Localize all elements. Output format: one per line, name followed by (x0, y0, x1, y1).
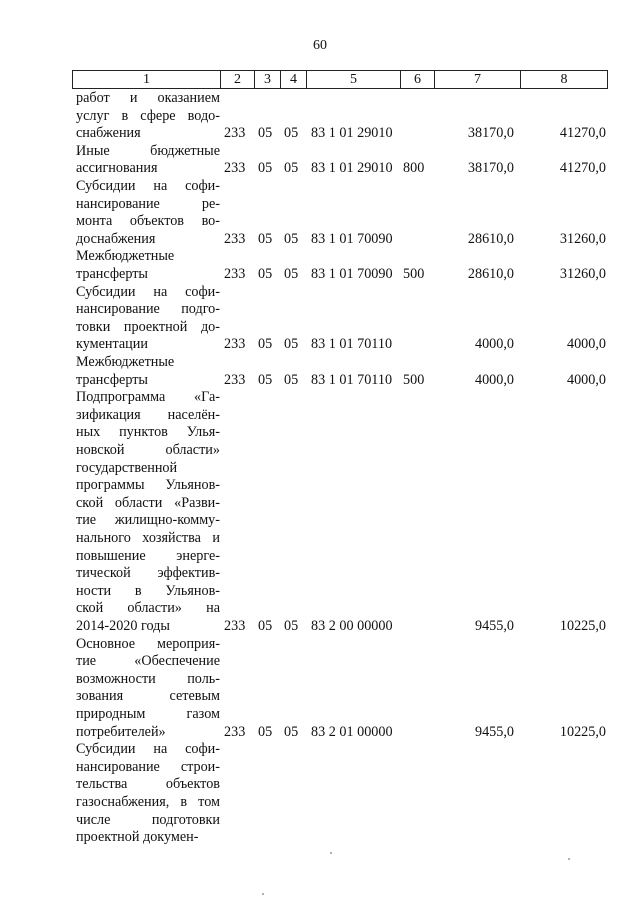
table-row (0, 354, 640, 389)
cell-col-2: 233 (224, 371, 246, 388)
description-line: ных пунктов Улья- (76, 424, 220, 441)
description-line: нального хозяйства и (76, 529, 220, 546)
cell-col-3: 05 (258, 336, 273, 353)
table-row (0, 143, 640, 178)
description-line: услуг в сфере водо- (76, 107, 220, 124)
header-col-2: 2 (221, 71, 255, 88)
description-line: ской области «Разви- (76, 494, 220, 511)
header-col-6: 6 (401, 71, 435, 88)
description-line: Субсидии на софи- (76, 283, 220, 300)
header-col-8: 8 (560, 72, 568, 87)
description-line: ассигнования (76, 160, 158, 177)
description-line: ности в Ульянов- (76, 582, 220, 599)
description-line: числе подготовки (76, 811, 220, 828)
cell-col-2: 233 (224, 617, 246, 634)
row-description (76, 284, 220, 354)
cell-col-4: 05 (284, 723, 299, 740)
row-description (76, 143, 220, 178)
table-row (0, 389, 640, 635)
description-line: работ и оказанием (76, 90, 220, 106)
description-line: тической эффектив- (76, 565, 220, 582)
description-line: Субсидии на софи- (76, 178, 220, 194)
table-header (72, 70, 608, 89)
cell-col-4: 05 (284, 160, 299, 177)
description-line: Межбюджетные (76, 354, 175, 370)
table-row (0, 741, 640, 847)
cell-col-7: 4000,0 (474, 336, 514, 353)
cell-col-7: 4000,0 (474, 371, 514, 388)
description-line: монта объектов во- (76, 213, 220, 230)
cell-col-8: 10225,0 (559, 617, 606, 634)
row-description (76, 636, 220, 742)
cell-col-3: 05 (258, 265, 273, 282)
cell-col-7: 38170,0 (467, 160, 514, 177)
description-line: Иные бюджетные (76, 142, 220, 159)
description-line: тие жилищно-комму- (76, 512, 220, 529)
cell-col-5: 83 1 01 29010 (311, 125, 393, 142)
table-row (0, 284, 640, 354)
cell-col-2: 233 (224, 160, 246, 177)
header-col-3: 3 (255, 71, 281, 88)
cell-col-5: 83 1 01 70110 (311, 371, 393, 388)
cell-col-3: 05 (258, 723, 273, 740)
cell-col-4: 05 (284, 265, 299, 282)
description-line: трансферты (76, 265, 148, 282)
cell-col-8: 41270,0 (559, 160, 606, 177)
cell-col-4: 05 (284, 230, 299, 247)
cell-col-8: 41270,0 (559, 125, 606, 142)
description-line: тельства объектов (76, 776, 220, 793)
description-line: зования сетевым (76, 688, 220, 705)
description-line: государственной (76, 459, 178, 476)
description-line: тие «Обеспечение (76, 653, 220, 670)
header-col-4: 4 (281, 71, 307, 88)
cell-col-7: 28610,0 (467, 265, 514, 282)
cell-col-5: 83 1 01 70110 (311, 336, 393, 353)
row-description (76, 248, 220, 283)
table-row (0, 178, 640, 248)
description-line: кументации (76, 336, 148, 353)
cell-col-3: 05 (258, 230, 273, 247)
description-line: доснабжения (76, 230, 156, 247)
description-line: трансферты (76, 371, 148, 388)
cell-col-6: 500 (403, 265, 425, 282)
cell-col-5: 83 2 00 00000 (311, 617, 393, 634)
header-col-7: 7 (435, 71, 521, 88)
cell-col-4: 05 (284, 336, 299, 353)
description-line: Субсидии на софи- (76, 741, 220, 758)
table-row (0, 248, 640, 283)
description-line: природным газом (76, 705, 220, 722)
description-line: ской области» на (76, 600, 220, 617)
description-line: Основное мероприя- (76, 635, 220, 652)
description-line: потребителей» (76, 723, 166, 740)
cell-col-3: 05 (258, 160, 273, 177)
cell-col-2: 233 (224, 265, 246, 282)
cell-col-6: 500 (403, 371, 425, 388)
cell-col-4: 05 (284, 617, 299, 634)
row-description (76, 389, 220, 635)
cell-col-8: 10225,0 (559, 723, 606, 740)
description-line: 2014-2020 годы (76, 617, 170, 634)
description-line: возможности поль- (76, 670, 220, 687)
row-description (76, 354, 220, 389)
cell-col-7: 38170,0 (467, 125, 514, 142)
description-line: зификация населён- (76, 406, 220, 423)
table-row (0, 636, 640, 742)
header-col-1: 1 (73, 71, 221, 88)
description-line: газоснабжения, в том (76, 793, 220, 810)
description-line: Межбюджетные (76, 248, 175, 265)
cell-col-2: 233 (224, 723, 246, 740)
cell-col-3: 05 (258, 125, 273, 142)
description-line: нансирование строи- (76, 758, 220, 775)
cell-col-5: 83 2 01 00000 (311, 723, 393, 740)
table-row (0, 90, 640, 143)
description-line: снабжения (76, 125, 141, 142)
cell-col-5: 83 1 01 70090 (311, 265, 393, 282)
cell-col-8: 31260,0 (559, 265, 606, 282)
cell-col-3: 05 (258, 617, 273, 634)
cell-col-8: 4000,0 (566, 371, 606, 388)
description-line: нансирование подго- (76, 301, 220, 318)
cell-col-2: 233 (224, 230, 246, 247)
cell-col-4: 05 (284, 125, 299, 142)
cell-col-4: 05 (284, 371, 299, 388)
cell-col-7: 28610,0 (467, 230, 514, 247)
cell-col-6: 800 (403, 160, 425, 177)
description-line: товки проектной до- (76, 318, 220, 335)
cell-col-8: 31260,0 (559, 230, 606, 247)
description-line: программы Ульянов- (76, 477, 220, 494)
description-line: Подпрограмма «Га- (76, 389, 220, 406)
cell-col-5: 83 1 01 70090 (311, 230, 393, 247)
description-line: проектной докумен- (76, 829, 199, 846)
cell-col-5: 83 1 01 29010 (311, 160, 393, 177)
cell-col-2: 233 (224, 125, 246, 142)
cell-col-2: 233 (224, 336, 246, 353)
cell-col-7: 9455,0 (474, 723, 514, 740)
cell-col-8: 4000,0 (566, 336, 606, 353)
row-description (76, 741, 220, 847)
description-line: нансирование ре- (76, 195, 220, 212)
cell-col-3: 05 (258, 371, 273, 388)
page-number: 60 (313, 38, 327, 53)
description-line: повышение энерге- (76, 547, 220, 564)
header-col-5: 5 (307, 71, 401, 88)
description-line: новской области» (76, 441, 220, 458)
row-description (76, 90, 220, 143)
row-description (76, 178, 220, 248)
cell-col-7: 9455,0 (474, 617, 514, 634)
